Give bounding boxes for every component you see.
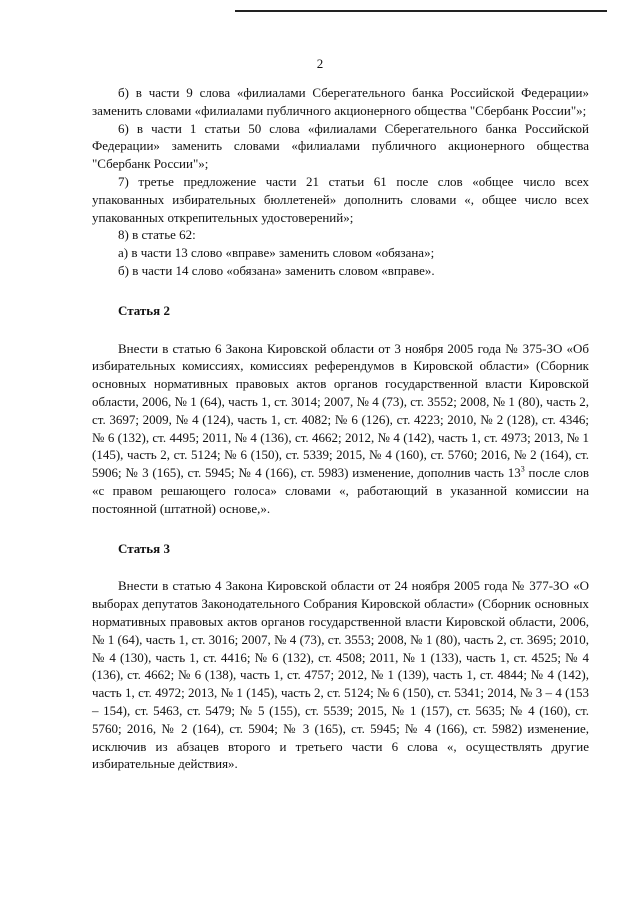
amendment-item: 7) третье предложение части 21 статьи 61 после слов «общее число всех упакованных избирательных бюллетеней» дополнить словами «, общее число всех упакованных открепительных удостоверений»;	[92, 173, 589, 225]
amendment-item: а) в части 13 слово «вправе» заменить словом «обязана»;	[118, 245, 435, 261]
article-3-heading: Статья 3	[118, 540, 170, 556]
document-body	[92, 84, 589, 773]
article-2-text-part2: после слов «с правом решающего голоса» словами «, работающий в указанной комиссии на постоянной (штатной) основе,».	[92, 465, 589, 516]
article-2-heading: Статья 2	[118, 302, 170, 318]
amendment-item: б) в части 14 слово «обязана» заменить словом «вправе».	[118, 262, 435, 278]
article-2-text	[92, 340, 589, 518]
article-2-text-part1: Внести в статью 6 Закона Кировской области от 3 ноября 2005 года № 375-ЗО «Об избирательных комиссиях, комиссиях референдумов в Кировской области» (Сборник основных нормативных правовых актов органов государственной власти Кировской области, 2006, № 1 (64), часть 1, ст. 3014; 2007, № 4 (73), ст. 3552; 2008, № 1 (80), часть 2, ст. 3697; 2009, № 4 (124), часть 1, ст. 4082; № 6 (126), ст. 4223; 2010, № 2 (128), ст. 4346; № 6 (132), ст. 4495; 2011, № 4 (136), ст. 4662; 2012, № 4 (142), часть 1, ст. 4973; 2013, № 1 (145), часть 2, ст. 5124; № 6 (150), ст. 5339; 2015, № 4 (160), ст. 5760; 2016, № 2 (164), ст. 5906; № 3 (165), ст. 5945; № 4 (166), ст. 5983) изменение, дополнив часть 13	[92, 340, 589, 481]
article-2-superscript: 3	[520, 464, 525, 474]
article-3-text: Внести в статью 4 Закона Кировской области от 24 ноября 2005 года № 377-ЗО «О выборах депутатов Законодательного Собрания Кировской области» (Сборник основных нормативных правовых актов органов государственной власти Кировской области, 2006, № 1 (64), часть 1, ст. 3016; 2007, № 4 (73), ст. 3553; 2008, № 1 (80), часть 2, ст. 3695; 2010, № 4 (130), часть 1, ст. 4416; № 6 (132), ст. 4508; 2011, № 1 (133), часть 1, ст. 4525; № 4 (136), ст. 4662; № 6 (138), часть 1, ст. 4757; 2012, № 1 (139), часть 1, ст. 4844; № 4 (142), часть 1, ст. 4972; 2013, № 1 (145), часть 2, ст. 5124; № 6 (150), ст. 5341; 2014, № 3 – 4 (153 – 154), ст. 5463, ст. 5479; № 5 (155), ст. 5539; 2015, № 1 (157), ст. 5635; № 4 (160), ст. 5760; 2016, № 2 (164), ст. 5904; № 3 (165), ст. 5945; № 4 (166), ст. 5982) изменение, исключив из абзацев второго и третьего части 6 слова «, осуществлять другие избирательные действия».	[92, 578, 589, 772]
amendment-item: 6) в части 1 статьи 50 слова «филиалами Сберегательного банка Российской Федерации» заменить словами «филиалами публичного акционерного общества "Сбербанк России"»;	[92, 120, 589, 172]
amendment-item: б) в части 9 слова «филиалами Сберегательного банка Российской Федерации» заменить словами «филиалами публичного акционерного общества "Сбербанк России"»;	[92, 85, 589, 118]
amendment-item: 8) в статье 62:	[118, 227, 196, 243]
top-rule	[235, 10, 607, 12]
page-number: 2	[316, 56, 324, 71]
